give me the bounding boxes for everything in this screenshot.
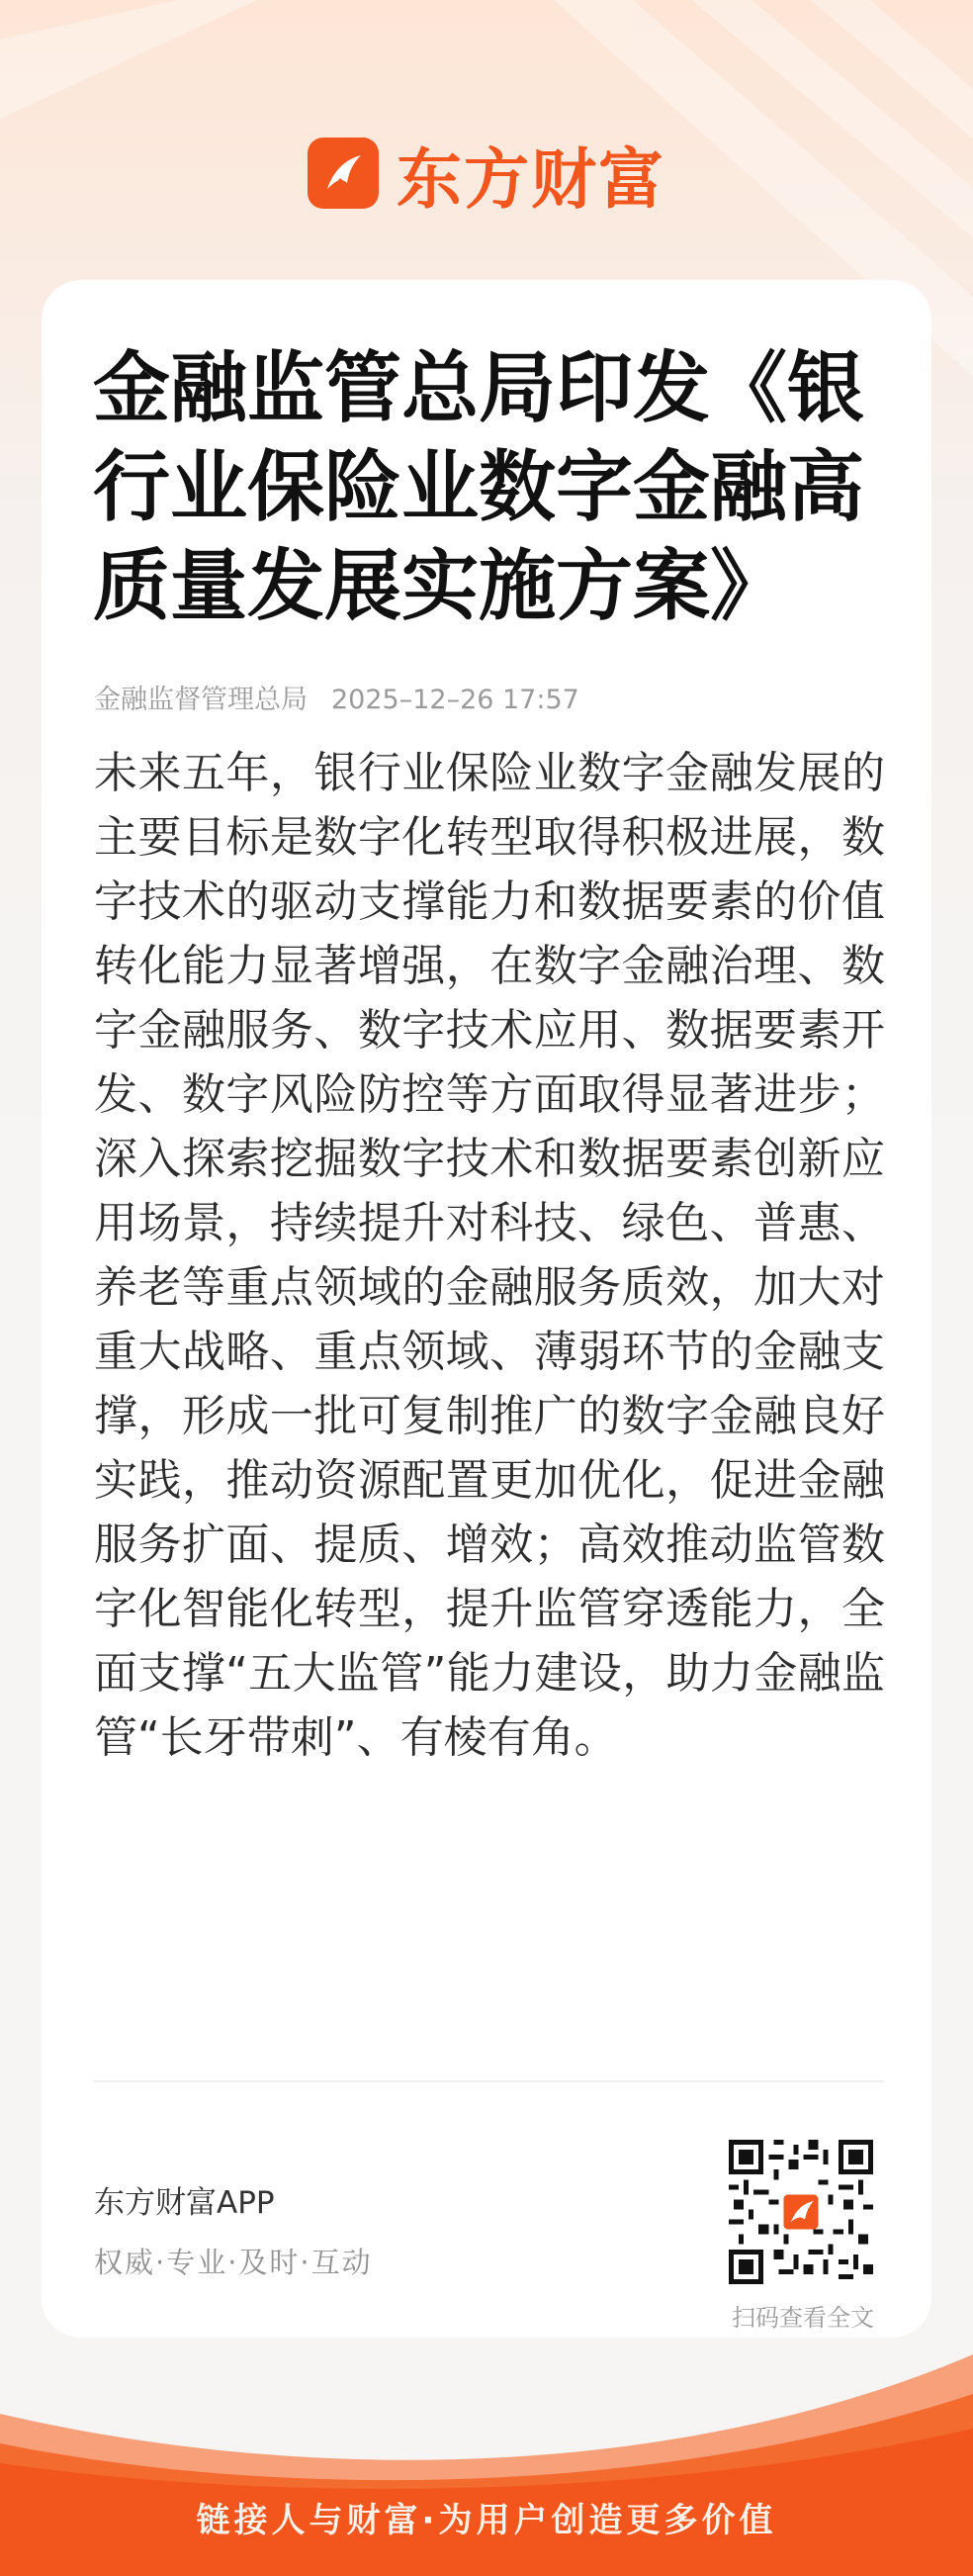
article-source: 金融监督管理总局 (94, 685, 308, 715)
app-name: 东方财富APP (94, 2185, 275, 2221)
brand-header (0, 124, 973, 223)
qr-label: 扫码查看全文 (732, 2304, 874, 2332)
article-card (42, 280, 931, 2338)
app-slogan: 权威·专业·及时·互动 (94, 2246, 373, 2279)
article-title: 金融监管总局印发《银行业保险业数字金融高质量发展实施方案》 (93, 343, 865, 631)
article-meta (94, 678, 579, 716)
divider (94, 2080, 885, 2082)
footer-tagline: 链接人与财富·为用户创造更多价值 (196, 2501, 777, 2540)
footer-banner (0, 2335, 973, 2576)
brand-name: 东方财富 (397, 140, 665, 218)
article-body: 未来五年，银行业保险业数字金融发展的主要目标是数字化转型取得积极进展，数字技术的驱动支撑能力和数据要素的价值转化能力显著增强，在数字金融治理、数字金融服务、数字技术应用、数据要素开发、数字风险防控等方面取得显著进步；深入探索挖掘数字技术和数据要素创新应用场景，持续提升对科技、绿色、普惠、养老等重点领域的金融服务质效，加大对重大战略、重点领域、薄弱环节的金融支撑，形成一批可复制推广的数字金融良好实践，推动资源配置更加优化，促进金融服务扩面、提质、增效；高效推动监管数字化智能化转型，提升监管穿透能力，全面支撑“五大监管”能力建设，助力金融监管“长牙带刺”、有棱有角。 (94, 748, 885, 1763)
brand-logo-icon (308, 138, 379, 209)
article-datetime: 2025–12–26 17:57 (331, 685, 579, 715)
qr-code-icon[interactable] (729, 2140, 873, 2284)
